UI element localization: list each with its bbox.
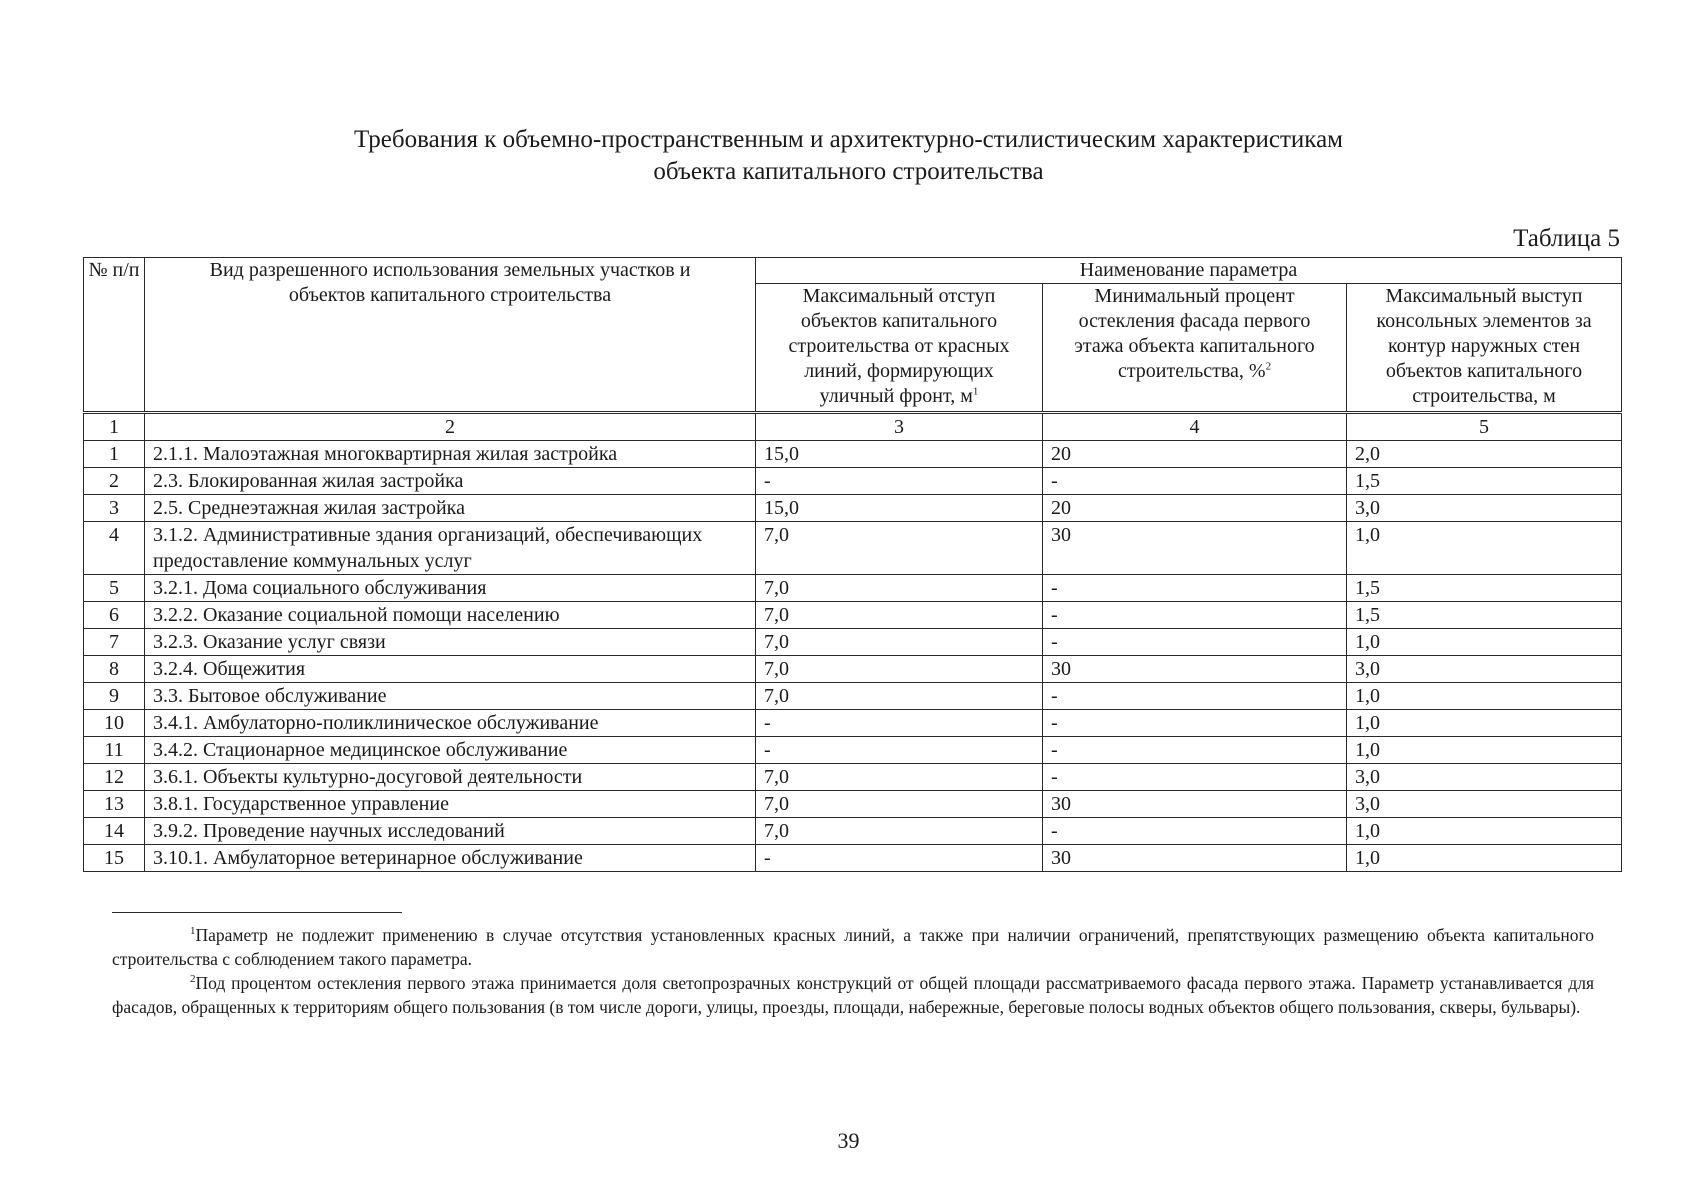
header-setback: Максимальный отступ объектов капитального строительства от красных линий, формирующих уличный фронт, $м^1$ [756, 284, 1043, 413]
land-use-cell: 2.5. Среднеэтажная жилая застройка [145, 495, 756, 522]
header-parameter-group: Наименование параметра [756, 258, 1622, 284]
console-cell: 1,0 [1347, 818, 1622, 845]
table-row [84, 845, 1622, 872]
header-console: Максимальный выступ консольных элементов за контур наружных стен объектов капитального строительства, м [1347, 284, 1622, 413]
console-cell: 1,0 [1347, 845, 1622, 872]
setback-cell: 7,0 [756, 602, 1043, 629]
console-cell: 1,0 [1347, 737, 1622, 764]
glazing-cell: - [1043, 575, 1347, 602]
footnote-divider [112, 912, 402, 913]
setback-cell: 7,0 [756, 629, 1043, 656]
land-use-cell: 3.10.1. Амбулаторное ветеринарное обслуживание [145, 845, 756, 872]
table-row [84, 522, 1622, 575]
page-title [0, 124, 1697, 188]
row-number: 1 [84, 441, 145, 468]
land-use-cell: 3.1.2. Административные здания организаций, обеспечивающих предоставление коммунальных услуг [145, 522, 756, 575]
header-land-use: Вид разрешенного использования земельных участков и объектов капитального строительства [145, 258, 756, 413]
setback-cell: - [756, 737, 1043, 764]
table-row [84, 602, 1622, 629]
setback-cell: - [756, 468, 1043, 495]
land-use-cell: 3.4.1. Амбулаторно-поликлиническое обслуживание [145, 710, 756, 737]
footnote-ref-2: 2 [1265, 360, 1272, 373]
console-cell: 1,5 [1347, 602, 1622, 629]
column-number-row [84, 413, 1622, 441]
console-cell: 1,5 [1347, 575, 1622, 602]
land-use-cell: 2.1.1. Малоэтажная многоквартирная жилая застройка [145, 441, 756, 468]
setback-cell: 7,0 [756, 791, 1043, 818]
title-line-2: объекта капитального строительства [653, 158, 1044, 185]
setback-cell: 15,0 [756, 495, 1043, 522]
setback-cell: 7,0 [756, 575, 1043, 602]
footnote-1: $^1$Параметр не подлежит применению в случае отсутствия установленных красных линий, а также при наличии ограничений, препятствующих размещению объекта капитального строительства с соблюдением такого параметра. [112, 925, 1594, 969]
setback-cell: 7,0 [756, 764, 1043, 791]
row-number: 9 [84, 683, 145, 710]
glazing-cell: - [1043, 468, 1347, 495]
land-use-cell: 3.3. Бытовое обслуживание [145, 683, 756, 710]
glazing-cell: - [1043, 818, 1347, 845]
table-label: Таблица 5 [1513, 225, 1620, 252]
glazing-cell: 30 [1043, 522, 1347, 575]
glazing-cell: 30 [1043, 656, 1347, 683]
row-number: 2 [84, 468, 145, 495]
console-cell: 1,0 [1347, 522, 1622, 575]
land-use-cell: 3.6.1. Объекты культурно-досуговой деятельности [145, 764, 756, 791]
row-number: 14 [84, 818, 145, 845]
footnotes [112, 923, 1594, 1019]
setback-cell: 7,0 [756, 818, 1043, 845]
table-row [84, 629, 1622, 656]
title-line-1: Требования к объемно-пространственным и архитектурно-стилистическим характеристикам [353, 126, 1343, 153]
glazing-cell: - [1043, 683, 1347, 710]
table-row [84, 791, 1622, 818]
row-number: 6 [84, 602, 145, 629]
table-row [84, 818, 1622, 845]
glazing-cell: - [1043, 737, 1347, 764]
column-number: 3 [756, 413, 1043, 441]
console-cell: 1,0 [1347, 629, 1622, 656]
table-row [84, 683, 1622, 710]
glazing-cell: - [1043, 629, 1347, 656]
glazing-cell: 30 [1043, 845, 1347, 872]
row-number: 15 [84, 845, 145, 872]
setback-cell: - [756, 845, 1043, 872]
console-cell: 3,0 [1347, 791, 1622, 818]
setback-cell: - [756, 710, 1043, 737]
glazing-cell: 20 [1043, 441, 1347, 468]
setback-cell: 7,0 [756, 656, 1043, 683]
column-number: 4 [1043, 413, 1347, 441]
setback-cell: 7,0 [756, 522, 1043, 575]
row-number: 8 [84, 656, 145, 683]
table-row [84, 495, 1622, 522]
console-cell: 1,5 [1347, 468, 1622, 495]
console-cell: 3,0 [1347, 495, 1622, 522]
column-number: 2 [145, 413, 756, 441]
header-row-1 [84, 258, 1622, 284]
row-number: 13 [84, 791, 145, 818]
glazing-cell: 20 [1043, 495, 1347, 522]
header-glazing: Минимальный процент остекления фасада первого этажа объекта капитального строительства, %$^2$ [1043, 284, 1347, 413]
row-number: 7 [84, 629, 145, 656]
land-use-cell: 3.9.2. Проведение научных исследований [145, 818, 756, 845]
table-row [84, 764, 1622, 791]
land-use-cell: 3.2.3. Оказание услуг связи [145, 629, 756, 656]
setback-cell: 15,0 [756, 441, 1043, 468]
page-number: 39 [837, 1128, 860, 1153]
table-row [84, 575, 1622, 602]
column-number: 5 [1347, 413, 1622, 441]
glazing-cell: - [1043, 764, 1347, 791]
land-use-cell: 3.2.1. Дома социального обслуживания [145, 575, 756, 602]
row-number: 11 [84, 737, 145, 764]
land-use-cell: 3.4.2. Стационарное медицинское обслуживание [145, 737, 756, 764]
table-row [84, 737, 1622, 764]
setback-cell: 7,0 [756, 683, 1043, 710]
table-row [84, 710, 1622, 737]
row-number: 10 [84, 710, 145, 737]
console-cell: 1,0 [1347, 683, 1622, 710]
table-row [84, 468, 1622, 495]
footnote-2: $^2$Под процентом остекления первого этажа принимается доля светопрозрачных конструкций от общей площади рассматриваемого фасада первого этажа. Параметр устанавливается для фасадов, обращенных к территориям общего пользования (в том числе дороги, улицы, проезды, площади, набережные, береговые полосы водных объектов общего пользования, скверы, бульвары). [112, 973, 1594, 1017]
header-number: № п/п [84, 258, 145, 413]
column-number: 1 [84, 413, 145, 441]
land-use-cell: 3.2.4. Общежития [145, 656, 756, 683]
row-number: 3 [84, 495, 145, 522]
console-cell: 3,0 [1347, 764, 1622, 791]
land-use-cell: 3.2.2. Оказание социальной помощи населению [145, 602, 756, 629]
console-cell: 3,0 [1347, 656, 1622, 683]
requirements-table [83, 257, 1622, 872]
glazing-cell: - [1043, 602, 1347, 629]
table-row [84, 656, 1622, 683]
table-row [84, 441, 1622, 468]
footnote-ref-1: 1 [972, 385, 979, 398]
row-number: 12 [84, 764, 145, 791]
land-use-cell: 2.3. Блокированная жилая застройка [145, 468, 756, 495]
console-cell: 1,0 [1347, 710, 1622, 737]
table-body [84, 413, 1622, 872]
glazing-cell: 30 [1043, 791, 1347, 818]
row-number: 4 [84, 522, 145, 575]
glazing-cell: - [1043, 710, 1347, 737]
land-use-cell: 3.8.1. Государственное управление [145, 791, 756, 818]
console-cell: 2,0 [1347, 441, 1622, 468]
row-number: 5 [84, 575, 145, 602]
